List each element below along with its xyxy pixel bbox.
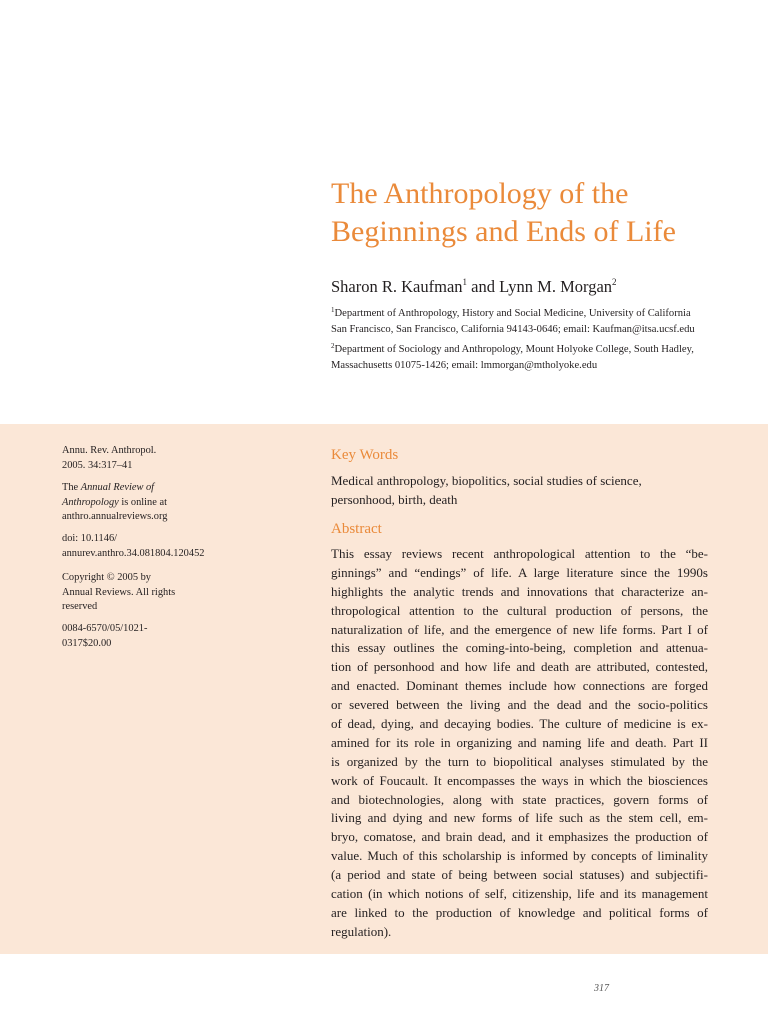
abstract-line: tion of personhood and how life and death are attributed, contested, xyxy=(331,659,708,675)
author-connector: and xyxy=(467,277,500,296)
affiliation-marker: 1 xyxy=(331,306,335,314)
affiliation-line xyxy=(331,342,721,358)
abstract-heading: Abstract xyxy=(331,521,382,537)
keywords-text xyxy=(331,471,711,509)
journal-name: Anthropology xyxy=(62,496,119,508)
abstract-line: of dead, dying, and decaying bodies. The culture of medicine is ex- xyxy=(331,716,708,732)
abstract-line: highlights the analytic trends and innovations that characterize an- xyxy=(331,583,708,599)
copyright-line: Copyright © 2005 by xyxy=(62,572,152,583)
online-the: The xyxy=(62,482,81,493)
abstract-line: is organized by the turn to biopolitical analyses stimulated by the xyxy=(331,753,708,769)
abstract-line: cation (in which notions of self, citizenship, life and its management xyxy=(331,886,708,902)
affiliation-text: Department of Anthropology, History and Social Medicine, University of California xyxy=(334,308,691,319)
citation-line: 2005. 34:317–41 xyxy=(62,459,133,471)
journal-url: anthro.annualreviews.org xyxy=(62,511,168,522)
abstract-line: value. Much of this scholarship is informed by concepts of liminality xyxy=(331,848,708,864)
abstract-line: living and dying and new forms of life such as the stem cell, em- xyxy=(331,810,708,826)
abstract-line: naturalization of life, and the emergence of new life forms. Part I of xyxy=(331,621,708,637)
abstract-line: This essay reviews recent anthropological attention to the “be- xyxy=(331,546,708,561)
author-name: Lynn M. Morgan xyxy=(499,277,613,296)
abstract-line: regulation). xyxy=(331,923,392,939)
online-line xyxy=(62,496,252,511)
online-notice xyxy=(62,481,252,525)
online-line xyxy=(62,481,252,496)
affiliation-marker: 1 xyxy=(462,277,468,287)
abstract-line: amined for its role in organizing and naming life and death. Part II xyxy=(331,734,708,750)
affiliation-1 xyxy=(331,306,721,337)
journal-citation xyxy=(62,444,252,473)
keywords-heading: Key Words xyxy=(331,447,399,463)
journal-name: Annual Review of xyxy=(80,482,155,493)
article-title xyxy=(331,175,751,251)
abstract-line: bryo, comatose, and brain dead, and it emphasizes the production of xyxy=(331,829,708,845)
affiliation-text: Department of Sociology and Anthropology, Mount Holyoke College, South Hadley, xyxy=(334,344,694,355)
citation-line: Annu. Rev. Anthropol. xyxy=(62,445,157,456)
title-line: Beginnings and Ends of Life xyxy=(331,215,676,248)
doi-line: annurev.anthro.34.081804.120452 xyxy=(62,547,205,559)
author-name: Sharon R. Kaufman xyxy=(331,277,463,296)
abstract-line: and biotechnologies, along with state practices, govern forms of xyxy=(331,791,708,807)
abstract-line: (a period and state of being between social statuses) and subjectifi- xyxy=(331,867,708,883)
keywords-line: personhood, birth, death xyxy=(331,492,458,507)
copyright xyxy=(62,571,252,615)
abstract-line: and enacted. Dominant themes include how connections are forged xyxy=(331,678,708,694)
affiliation-marker: 2 xyxy=(612,277,617,287)
abstract-line: this essay outlines the coming-into-being, completion and attenua- xyxy=(331,640,708,656)
abstract-body xyxy=(331,545,708,942)
abstract-line: work of Foucault. It encompasses the ways in which the biosciences xyxy=(331,772,708,788)
abstract-line: or severed between the living and the dead and the socio-politics xyxy=(331,697,708,713)
abstract-line: ginnings” and “endings” of life. A large literature since the 1990s xyxy=(331,564,708,580)
affiliation-2 xyxy=(331,342,721,373)
issn-line: 0084-6570/05/1021- xyxy=(62,623,148,634)
title-line: The Anthropology of the xyxy=(331,177,629,210)
abstract-line: are linked to the production of knowledge and political forms of xyxy=(331,904,708,920)
abstract-line: thropological attention to the cultural production of persons, the xyxy=(331,602,708,618)
issn xyxy=(62,622,252,651)
author-list xyxy=(331,276,751,298)
issn-line: 0317$20.00 xyxy=(62,637,112,649)
affiliation-line: San Francisco, San Francisco, California 94143-0646; email: Kaufman@itsa.ucsf.edu xyxy=(331,323,695,335)
affiliation-line xyxy=(331,306,721,322)
copyright-line: reserved xyxy=(62,601,98,612)
doi-line: doi: 10.1146/ xyxy=(62,533,118,544)
keywords-line: Medical anthropology, biopolitics, social studies of science, xyxy=(331,473,642,488)
doi xyxy=(62,532,252,561)
page-number: 317 xyxy=(594,983,609,994)
copyright-line: Annual Reviews. All rights xyxy=(62,586,176,598)
affiliation-marker: 2 xyxy=(331,342,335,350)
affiliation-line: Massachusetts 01075-1426; email: lmmorgan@mtholyoke.edu xyxy=(331,359,598,371)
online-text: is online at xyxy=(118,496,167,508)
